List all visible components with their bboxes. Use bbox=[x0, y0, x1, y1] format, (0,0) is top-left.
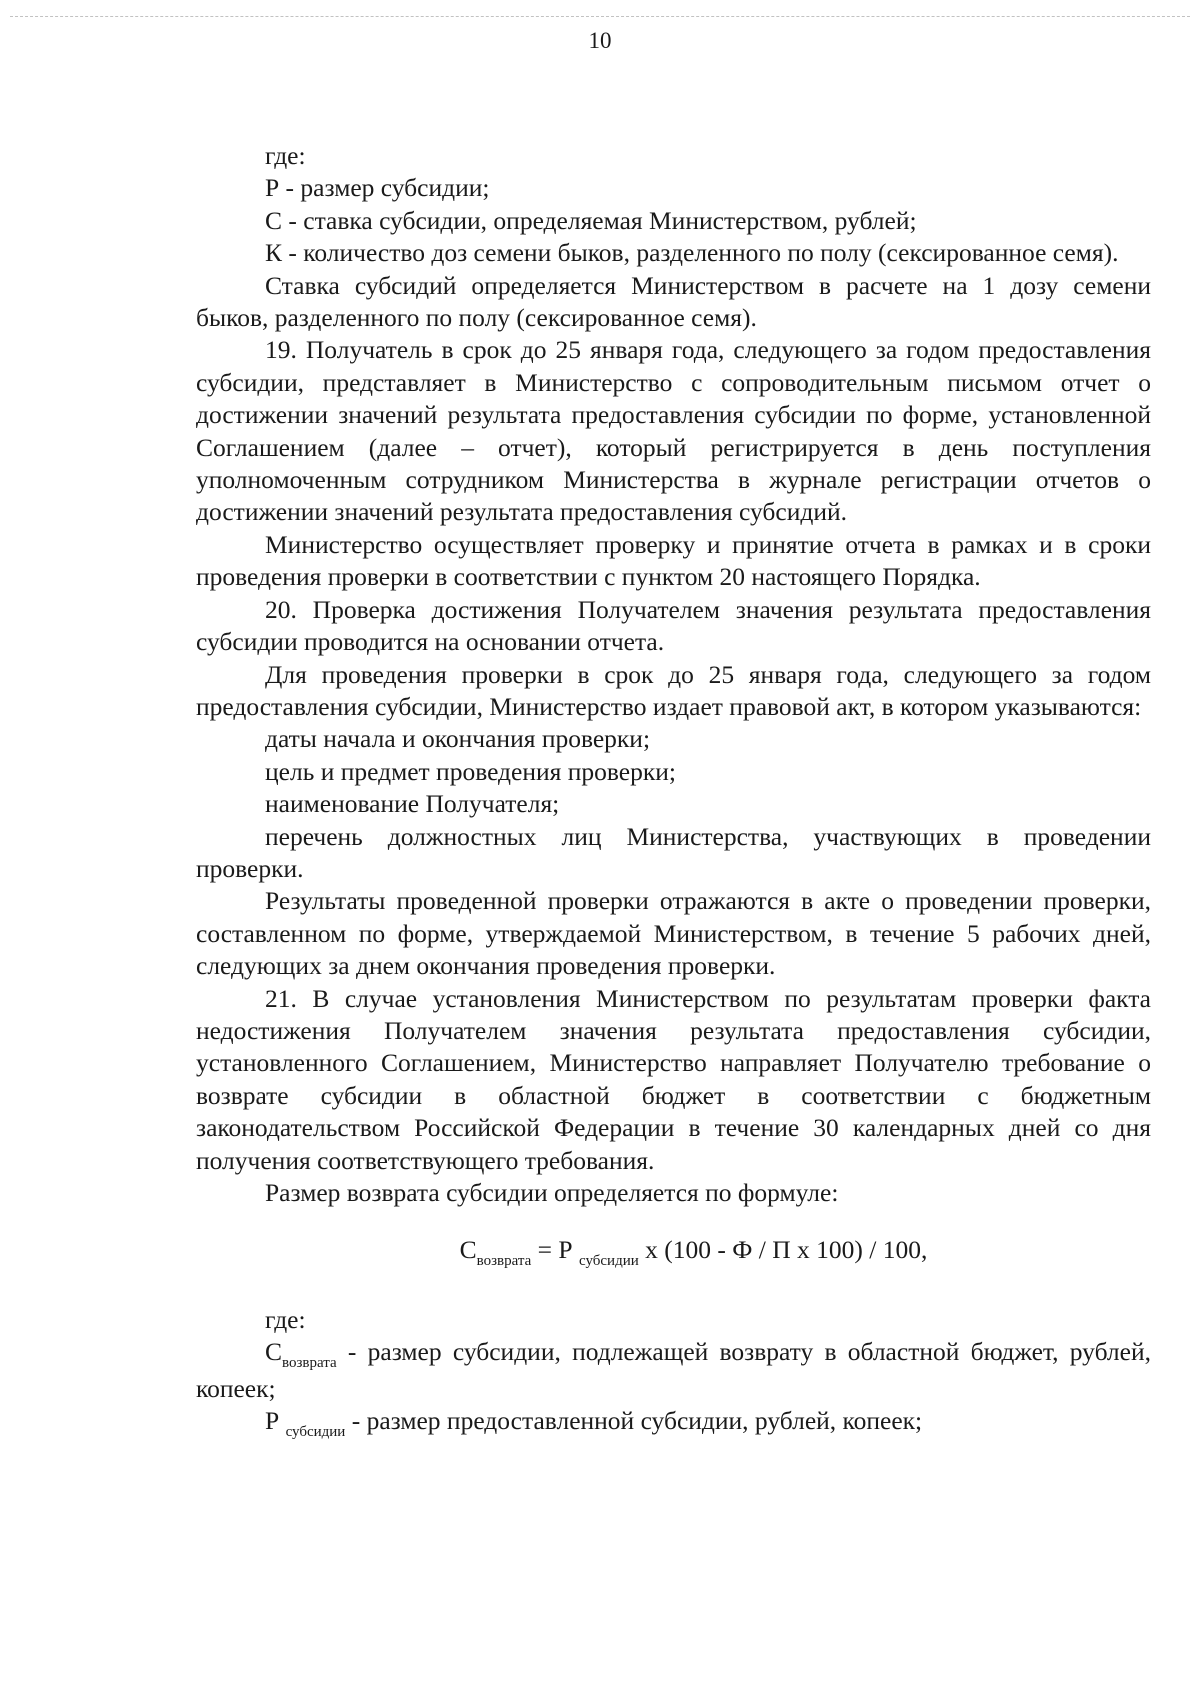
list-item-goal: цель и предмет проведения проверки; bbox=[265, 756, 676, 786]
paragraph-formula-intro: Размер возврата субсидии определяется по формуле: bbox=[265, 1178, 839, 1207]
paragraph-where-2: где: bbox=[265, 1304, 306, 1334]
paragraph-legal-act: Для проведения проверки в срок до 25 января года, следующего за годом предоставления субсидии, Министерство издает правовой акт, в котором указываются: bbox=[196, 659, 1151, 721]
formula-c-subscript: возврата bbox=[476, 1253, 532, 1270]
formula-equals: = Р bbox=[531, 1235, 579, 1265]
def-p-text: - размер предоставленной субсидии, рублей, копеек; bbox=[345, 1406, 923, 1436]
paragraph-item-20: 20. Проверка достижения Получателем значения результата предоставления субсидии проводится на основании отчета. bbox=[196, 594, 1151, 657]
definition-c-refund bbox=[196, 1336, 1151, 1405]
def-c-symbol: С bbox=[265, 1337, 283, 1367]
list-item-dates: даты начала и окончания проверки; bbox=[265, 724, 651, 754]
paragraph-k-definition: К - количество доз семени быков, разделенного по полу (сексированное семя). bbox=[265, 238, 1119, 268]
definition-p-subsidy bbox=[196, 1405, 1151, 1441]
refund-formula bbox=[196, 1234, 1151, 1270]
paragraph-item-21: 21. В случае установления Министерством по результатам проверки факта недостижения Получателем значения результата предоставления субсидии, установленного Соглашением, Министерство направляет Получателю требование о возврате субсидии в областной бюджет в соответствии с бюджетным законодательством Российской Федерации в течение 30 календарных дней со дня получения соответствующего требования. bbox=[196, 983, 1151, 1175]
def-c-subscript: возврата bbox=[282, 1355, 337, 1372]
paragraph-rate: Ставка субсидий определяется Министерством в расчете на 1 дозу семени быков, разделенного по полу (сексированное семя). bbox=[196, 270, 1151, 333]
def-p-symbol: Р bbox=[265, 1406, 286, 1436]
formula-c-symbol: С bbox=[459, 1235, 477, 1265]
scan-top-edge bbox=[10, 16, 1190, 17]
formula-expression: х (100 - Ф / П х 100) / 100, bbox=[638, 1235, 928, 1265]
list-item-officials: перечень должностных лиц Министерства, участвующих в проведении проверки. bbox=[196, 821, 1151, 883]
paragraph-where: где: bbox=[265, 141, 306, 170]
paragraph-report-check: Министерство осуществляет проверку и принятие отчета в рамках и в сроки проведения проверки в соответствии с пунктом 20 настоящего Порядка. bbox=[196, 529, 1151, 592]
paragraph-c-definition: С - ставка субсидии, определяемая Министерством, рублей; bbox=[265, 205, 917, 235]
paragraph-item-19: 19. Получатель в срок до 25 января года, следующего за годом предоставления субсидии, представляет в Министерство с сопроводительным письмом отчет о достижении значений результата предоставления субсидии по форме, установленной Соглашением (далее – отчет), который регистрируется в день поступления уполномоченным сотрудником Министерства в журнале регистрации отчетов о достижении значений результата предоставления субсидий. bbox=[196, 335, 1151, 527]
formula-p-subscript: субсидии bbox=[579, 1253, 639, 1270]
paragraph-results: Результаты проведенной проверки отражаются в акте о проведении проверки, составленном по форме, утверждаемой Министерством, в течение 5 рабочих дней, следующих за днем окончания проведения проверки. bbox=[196, 886, 1151, 981]
def-c-text: - размер субсидии, подлежащей возврату в областной бюджет, рублей, копеек; bbox=[196, 1337, 1151, 1403]
list-item-recipient: наименование Получателя; bbox=[265, 789, 560, 819]
paragraph-r-definition: Р - размер субсидии; bbox=[265, 173, 490, 203]
def-p-subscript: субсидии bbox=[285, 1424, 346, 1441]
page-number: 10 bbox=[588, 28, 612, 53]
document-body bbox=[196, 140, 1151, 1441]
